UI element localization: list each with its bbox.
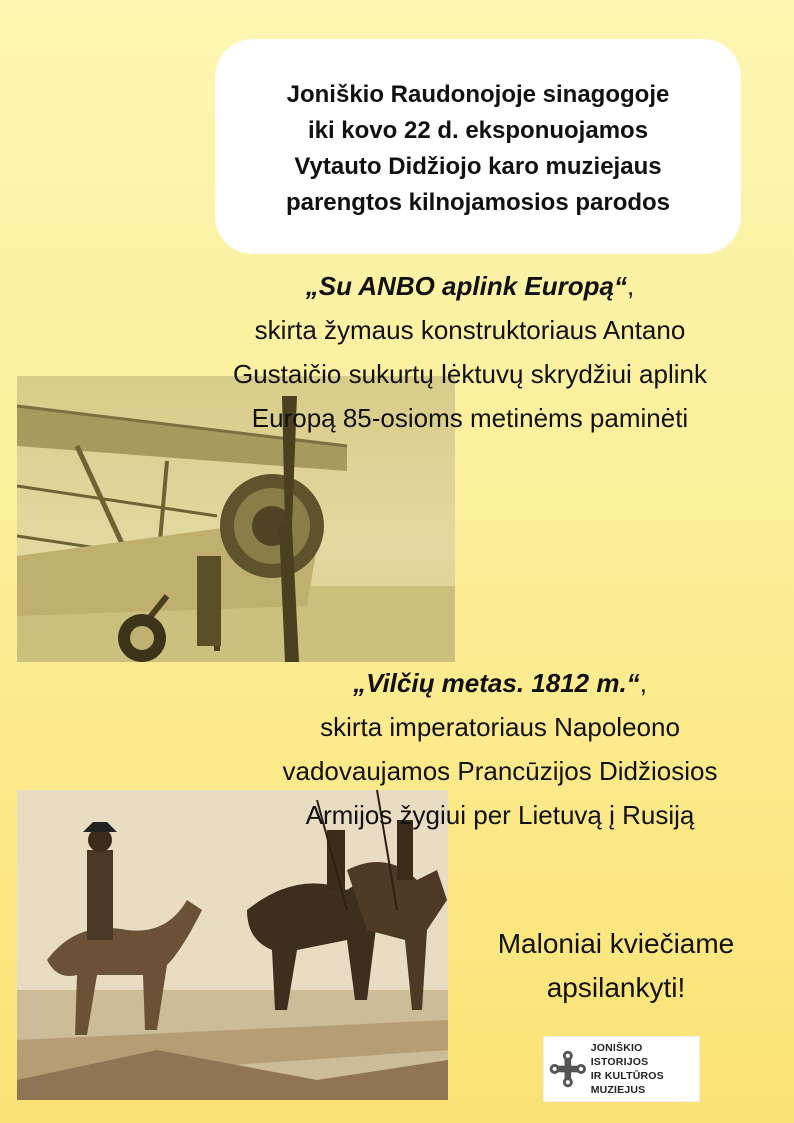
exhibit-1-text — [170, 264, 770, 440]
intro-line-2: iki kovo 22 d. eksponuojamos — [307, 116, 649, 144]
invitation — [474, 922, 758, 1010]
exhibit-2-line-2: vadovaujamos Prancūzijos Didžiosios — [282, 756, 718, 786]
intro-line-3: Vytauto Didžiojo karo muziejaus — [294, 152, 662, 180]
logo-line-2: IR KULTŪROS MUZIEJUS — [590, 1070, 664, 1096]
museum-emblem-icon — [548, 1045, 588, 1093]
museum-logo — [543, 1036, 700, 1102]
exhibit-2-comma: , — [639, 668, 647, 698]
logo-line-1: JONIŠKIO ISTORIJOS — [590, 1042, 649, 1068]
invitation-line-2: apsilankyti! — [546, 972, 686, 1003]
invitation-line-1: Maloniai kviečiame — [497, 928, 735, 959]
intro-line-4: parengtos kilnojamosios parodos — [285, 188, 671, 216]
exhibit-2-text — [200, 661, 794, 837]
exhibit-1-line-3: Europą 85-osioms metinėms paminėti — [251, 403, 689, 433]
exhibit-1-title: „Su ANBO aplink Europą“ — [305, 271, 627, 301]
exhibit-1-line-1: skirta žymaus konstruktoriaus Antano — [254, 315, 686, 345]
exhibit-2-line-1: skirta imperatoriaus Napoleono — [320, 712, 680, 742]
exhibit-1-line-2: Gustaičio sukurtų lėktuvų skrydžiui aplink — [233, 359, 707, 389]
intro-card — [215, 39, 741, 254]
intro-line-1: Joniškio Raudonojoje sinagogoje — [286, 80, 670, 108]
exhibit-2-line-3: Armijos žygiui per Lietuvą į Rusiją — [305, 800, 695, 830]
exhibit-1-comma: , — [626, 271, 635, 301]
exhibit-2-title: „Vilčių metas. 1812 m.“ — [353, 668, 640, 698]
